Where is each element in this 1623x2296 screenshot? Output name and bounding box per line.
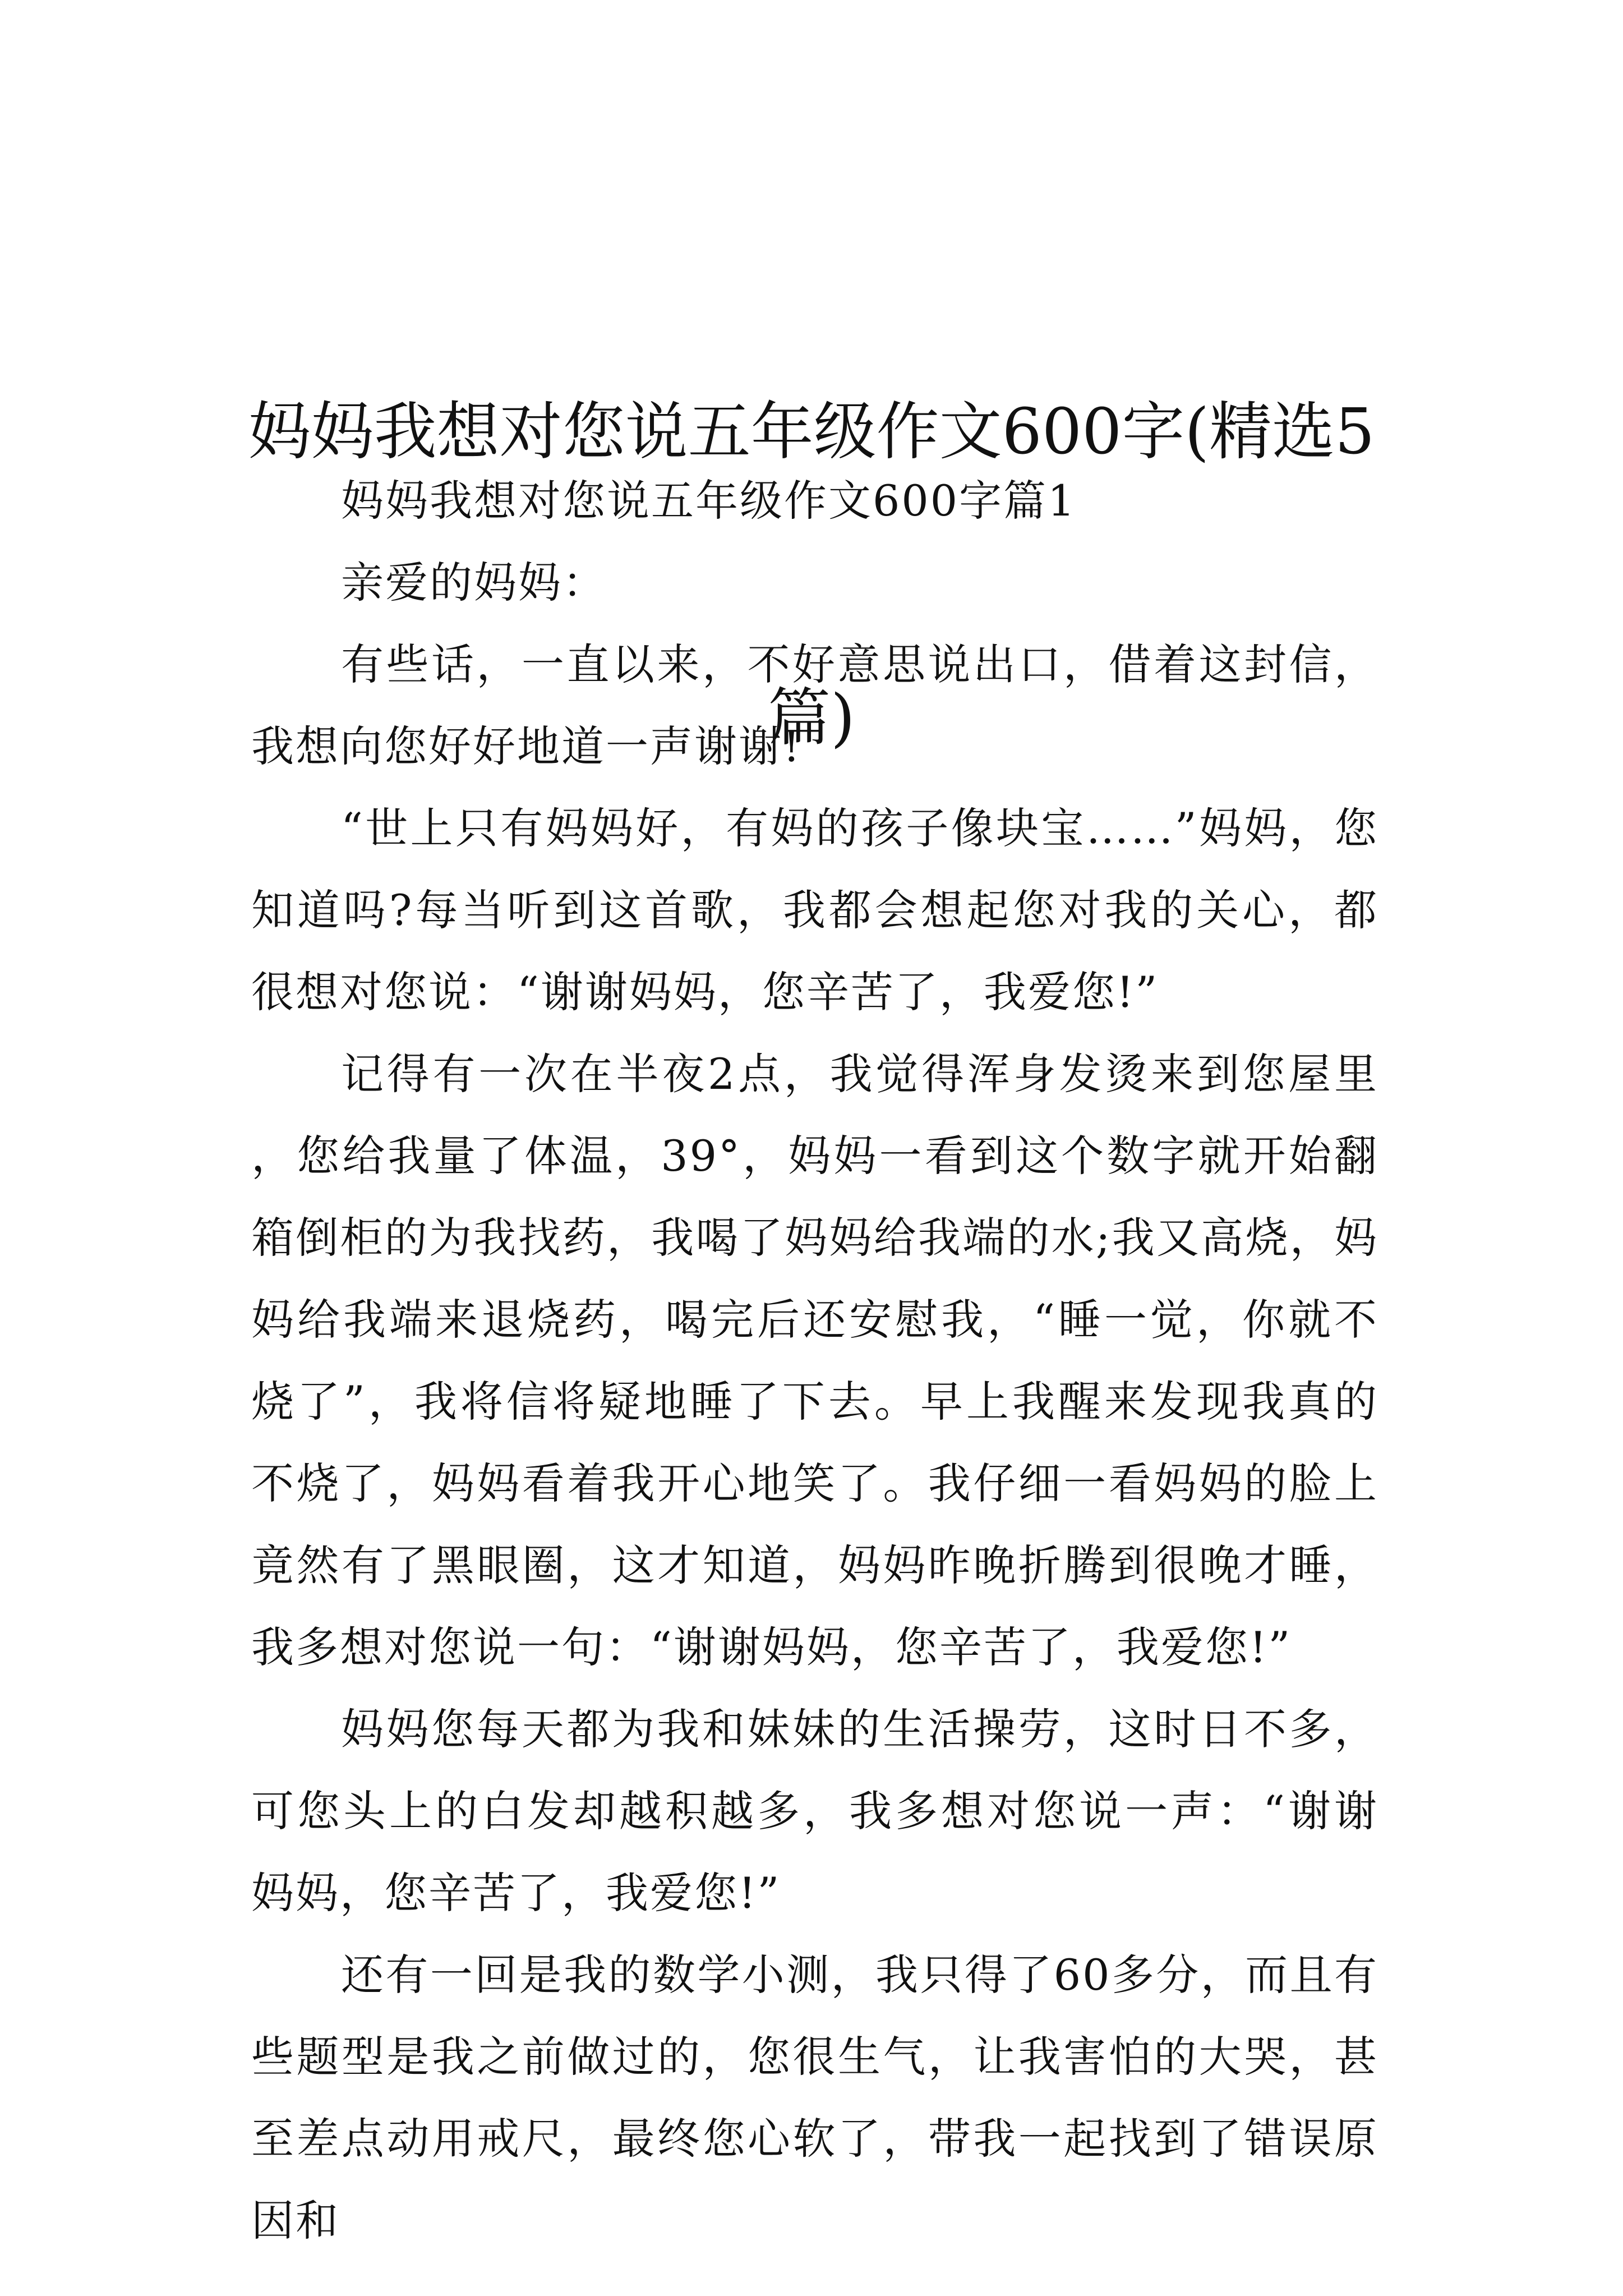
salutation: 亲爱的妈妈：: [341, 558, 607, 608]
section-heading: 妈妈我想对您说五年级作文600字篇1: [341, 476, 1077, 526]
body-paragraph: “世上只有妈妈好，有妈的孩子像块宝……”妈妈，您知道吗?每当听到这首歌，我都会想起您对我的关心，都很想对您说：“谢谢妈妈，您辛苦了，我爱您!”: [251, 803, 1378, 1017]
body-paragraph: 有些话，一直以来，不好意思说出口，借着这封信，我想向您好好地道一声谢谢!: [251, 639, 1378, 771]
body-paragraph: 记得有一次在半夜2点，我觉得浑身发烫来到您屋里，您给我量了体温，39°，妈妈一看到这个数字就开始翻箱倒柜的为我找药，我喝了妈妈给我端的水;我又高烧，妈妈给我端来退烧药，喝完后还安慰我，“睡一觉，你就不烧了”，我将信将疑地睡了下去。早上我醒来发现我真的不烧了，妈妈看着我开心地笑了。我仔细一看妈妈的脸上竟然有了黑眼圈，这才知道，妈妈昨晚折腾到很晚才睡，我多想对您说一句：“谢谢妈妈，您辛苦了，我爱您!”: [251, 1049, 1378, 1672]
document-body: [251, 460, 1378, 2262]
title-line-1: 妈妈我想对您说五年级作文600字(精选5: [248, 395, 1375, 468]
body-paragraph: 妈妈您每天都为我和妹妹的生活操劳，这时日不多，可您头上的白发却越积越多，我多想对您说一声：“谢谢妈妈，您辛苦了，我爱您!”: [251, 1704, 1378, 1918]
title-line-2: 篇): [768, 682, 855, 754]
body-paragraph: 还有一回是我的数学小测，我只得了60多分，而且有些题型是我之前做过的，您很生气，让我害怕的大哭，甚至差点动用戒尺，最终您心软了，带我一起找到了错误原因和: [251, 1950, 1378, 2246]
